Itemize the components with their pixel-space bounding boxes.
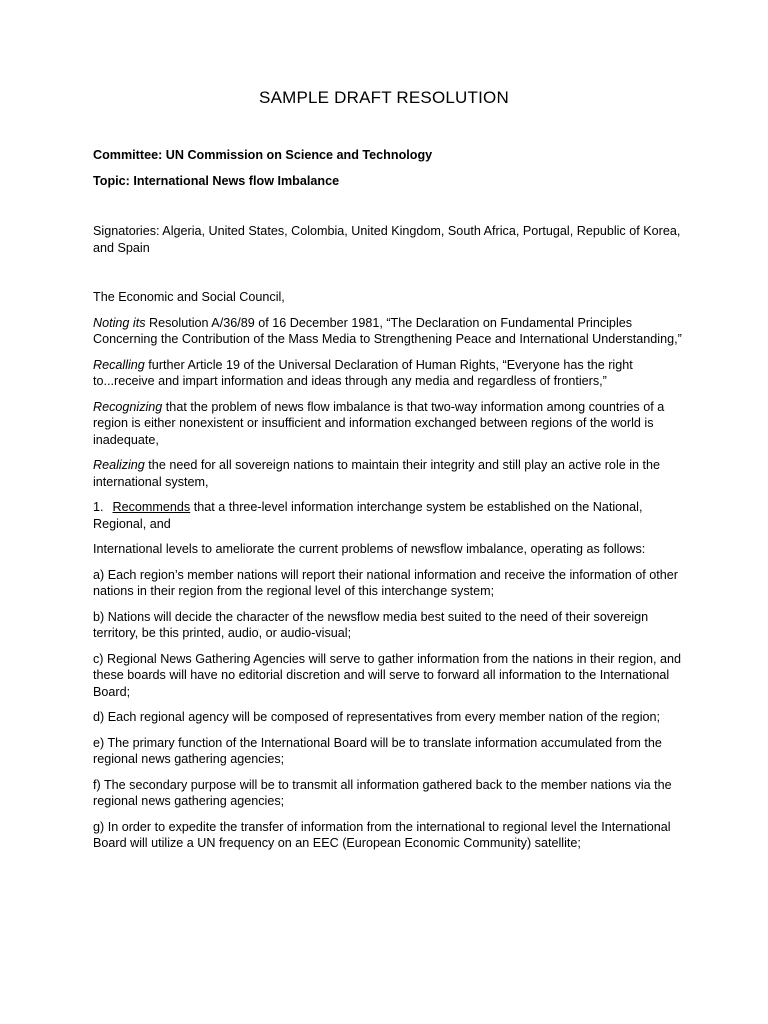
signatories-paragraph: Signatories: Algeria, United States, Colombia, United Kingdom, South Africa, Portugal, Republic of Korea, and Spain bbox=[93, 224, 681, 255]
preambular-lead: Noting its bbox=[93, 315, 146, 330]
sub-clause-g: g) In order to expedite the transfer of information from the international to regional level the International Board will utilize a UN frequency on an EEC (European Economic Community) satellite; bbox=[93, 819, 671, 850]
operative-clause bbox=[93, 499, 683, 532]
document-body bbox=[93, 147, 683, 852]
preambular-text: that the problem of news flow imbalance is that two-way information among countries of a region is either nonexistent or insufficient and information exchanged between regions of the world is inadequate, bbox=[93, 399, 665, 447]
topic-line: Topic: International News flow Imbalance bbox=[93, 173, 340, 188]
document-title: SAMPLE DRAFT RESOLUTION bbox=[259, 88, 509, 107]
preambular-clause bbox=[93, 357, 683, 390]
preambular-clause bbox=[93, 315, 683, 348]
operative-text: that a three-level information interchange system be established on the National, Regional, and bbox=[93, 500, 643, 531]
preambular-lead: Recognizing bbox=[93, 399, 163, 414]
opening-line: The Economic and Social Council, bbox=[93, 290, 285, 304]
sub-clause-c: c) Regional News Gathering Agencies will serve to gather information from the nations in their region, and these boards will have no editorial discretion and will serve to forward all information to the International Board; bbox=[93, 651, 682, 699]
preambular-lead: Recalling bbox=[93, 357, 145, 372]
operative-lead: Recommends bbox=[112, 500, 191, 514]
sub-clause-a: a) Each region’s member nations will report their national information and receive the information of other nations in their region from the regional level of this interchange system; bbox=[93, 567, 678, 598]
operative-continuation: International levels to ameliorate the current problems of newsflow imbalance, operating as follows: bbox=[93, 542, 646, 556]
sub-clause-f: f) The secondary purpose will be to transmit all information gathered back to the member nations via the regional news gathering agencies; bbox=[93, 777, 672, 808]
preambular-text: the need for all sovereign nations to maintain their integrity and still play an active role in the international system, bbox=[93, 458, 661, 489]
preambular-clause bbox=[93, 399, 683, 449]
operative-number: 1. bbox=[93, 500, 104, 514]
sub-clause-e: e) The primary function of the International Board will be to translate information accumulated from the regional news gathering agencies; bbox=[93, 735, 662, 766]
sub-clause-d: d) Each regional agency will be composed of representatives from every member nation of the region; bbox=[93, 710, 661, 724]
committee-line: Committee: UN Commission on Science and Technology bbox=[93, 148, 433, 162]
preambular-text: Resolution A/36/89 of 16 December 1981, “The Declaration on Fundamental Principles Concerning the Contribution of the Mass Media to Strengthening Peace and International Understanding,” bbox=[93, 315, 682, 346]
preambular-lead: Realizing bbox=[93, 458, 145, 472]
preambular-clause bbox=[93, 457, 683, 490]
sub-clause-b: b) Nations will decide the character of the newsflow media best suited to the need of their sovereign territory, be this printed, audio, or audio-visual; bbox=[93, 609, 649, 640]
preambular-text: further Article 19 of the Universal Declaration of Human Rights, “Everyone has the right to...receive and impart information and ideas through any media and regardless of frontiers,” bbox=[93, 357, 633, 388]
